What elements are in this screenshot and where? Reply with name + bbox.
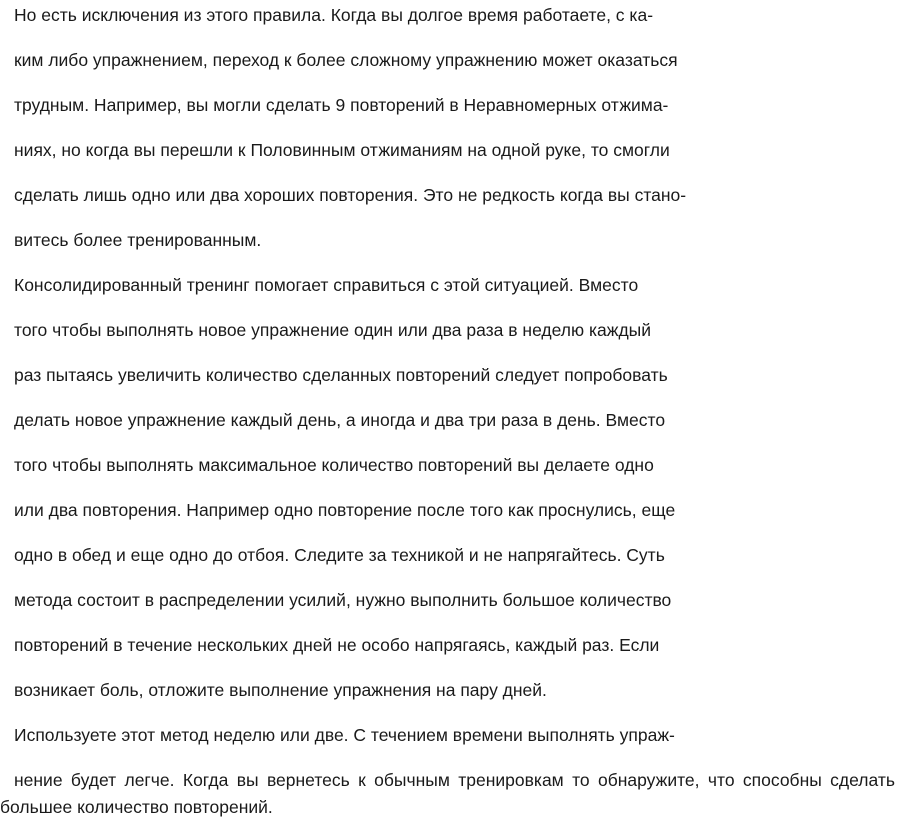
text-line-1: Но есть исключения из этого правила. Когда вы долгое время работаете, с ка- — [14, 5, 654, 25]
text-line-14: метода состоит в распределении усилий, нужно выполнить большое количество — [14, 590, 672, 610]
text-line-13: одно в обед и еще одно до отбоя. Следите за техникой и не напрягайтесь. Суть — [14, 545, 665, 565]
text-line-10: делать новое упражнение каждый день, а иногда и два три раза в день. Вместо — [14, 410, 666, 430]
text-line-5: сделать лишь одно или два хороших повторения. Это не редкость когда вы стано- — [14, 185, 687, 205]
text-line-11: того чтобы выполнять максимальное количество повторений вы делаете одно — [14, 455, 654, 475]
text-line-3: трудным. Например, вы могли сделать 9 повторений в Неравномерных отжима- — [14, 95, 669, 115]
text-line-19: большее количество повторений. — [0, 797, 273, 817]
text-line-8: того чтобы выполнять новое упражнение один или два раза в неделю каждый — [14, 320, 652, 340]
text-line-17: Используете этот метод неделю или две. С течением времени выполнять упраж- — [14, 725, 675, 745]
text-line-6: витесь более тренированным. — [14, 230, 262, 250]
text-line-18: нение будет легче. Когда вы вернетесь к обычным тренировкам то обнаружите, что способны сделать — [14, 770, 895, 790]
text-line-12: или два повторения. Например одно повторение после того как проснулись, еще — [14, 500, 676, 520]
text-line-16: возникает боль, отложите выполнение упражнения на пару дней. — [14, 680, 547, 700]
text-line-7: Консолидированный тренинг помогает справиться с этой ситуацией. Вместо — [14, 275, 639, 295]
text-line-9: раз пытаясь увеличить количество сделанных повторений следует попробовать — [14, 365, 668, 385]
text-line-2: ким либо упражнением, переход к более сложному упражнению может оказаться — [14, 50, 678, 70]
text-line-4: ниях, но когда вы перешли к Половинным отжиманиям на одной руке, то смогли — [14, 140, 670, 160]
text-line-15: повторений в течение нескольких дней не особо напрягаясь, каждый раз. Если — [14, 635, 660, 655]
